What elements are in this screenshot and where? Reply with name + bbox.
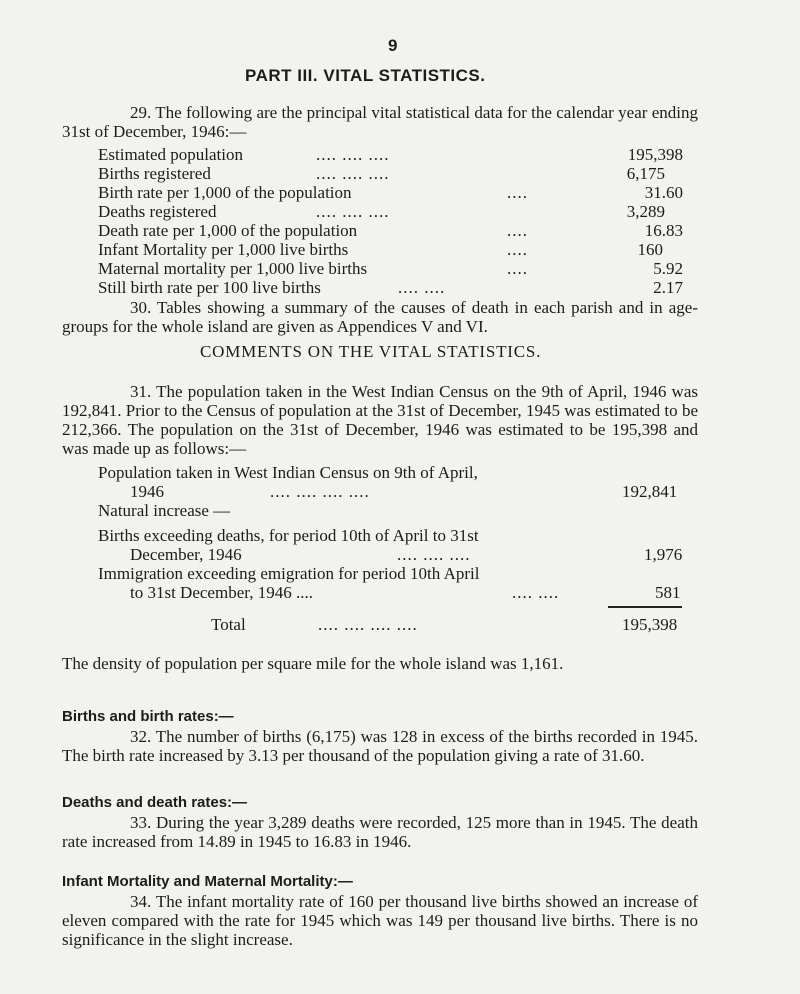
leader-dots: .... [507,221,528,240]
stat-label: Still birth rate per 100 live births [98,278,321,297]
stat-label: Death rate per 1,000 of the population [98,221,358,240]
stat-value: 5.92 [653,259,683,278]
immigration-label-2: to 31st December, 1946 .... [130,583,313,602]
births-excess-label-2: December, 1946 [130,545,242,564]
stat-row [98,278,698,297]
stat-row [98,145,698,164]
stat-label: Deaths registered [98,202,217,221]
total-rule [608,606,682,608]
para-34: 34. The infant mortality rate of 160 per thousand live births showed an increase of eleven compared with the rate for 1945 which was 149 per thousand live births. There is no significance in the slight increase. [62,892,698,949]
para-30: 30. Tables showing a summary of the causes of death in each parish and in age-groups for the whole island are given as Appendices V and VI. [62,298,698,336]
stat-value: 3,289 [626,202,665,221]
stat-row [98,259,698,278]
stat-label: Birth rate per 1,000 of the population [98,183,352,202]
stat-label: Maternal mortality per 1,000 live births [98,259,368,278]
part-title: PART III. VITAL STATISTICS. [245,66,486,85]
census-label-year: 1946 [130,482,164,501]
leader-dots: .... [507,259,528,278]
stat-label: Births registered [98,164,211,183]
para-32: 32. The number of births (6,175) was 128 in excess of the births recorded in 1945. The birth rate increased by 3.13 per thousand of the population giving a rate of 31.60. [62,727,698,765]
para-31: 31. The population taken in the West Indian Census on the 9th of April, 1946 was 192,841. Prior to the Census of population at the 31st of December, 1945 was estimated to be 212,366. The population on the 31st of December, 1946 was estimated to be 195,398 and was made up as follows:— [62,382,698,458]
immigration-value: 581 [655,583,681,602]
births-excess-value: 1,976 [644,545,683,564]
leader-dots: .... .... .... [316,202,390,221]
comments-heading: COMMENTS ON THE VITAL STATISTICS. [200,342,542,361]
stat-row [98,183,698,202]
stat-value: 31.60 [644,183,683,202]
density-text: The density of population per square mile for the whole island was 1,161. [62,654,564,673]
leader-dots: .... .... [512,583,560,602]
stat-value: 6,175 [626,164,665,183]
births-heading: Births and birth rates:— [62,708,234,725]
stat-label: Infant Mortality per 1,000 live births [98,240,349,259]
leader-dots: .... .... .... [316,145,390,164]
leader-dots: .... .... [398,278,446,297]
stat-row [98,221,698,240]
stat-value: 160 [637,240,663,259]
stat-value: 16.83 [644,221,683,240]
immigration-label: Immigration exceeding emigration for period 10th April [98,564,480,583]
census-value: 192,841 [622,482,678,501]
para-33: 33. During the year 3,289 deaths were recorded, 125 more than in 1945. The death rate increased from 14.89 in 1945 to 16.83 in 1946. [62,813,698,851]
natural-increase-label: Natural increase — [98,501,231,520]
leader-dots: .... .... .... .... [270,482,370,501]
infant-maternal-heading: Infant Mortality and Maternal Mortality:— [62,873,353,890]
stat-row [98,202,698,221]
census-label: Population taken in West Indian Census on 9th of April, [98,463,478,482]
deaths-heading: Deaths and death rates:— [62,794,248,811]
para-29-intro: 29. The following are the principal vital statistical data for the calendar year ending 31st of December, 1946:— [62,103,698,141]
stat-row [98,240,698,259]
page-number: 9 [388,36,398,55]
total-value: 195,398 [622,615,678,634]
stat-label: Estimated population [98,145,243,164]
leader-dots: .... [507,240,528,259]
total-label: Total [211,615,246,634]
stat-value: 2.17 [653,278,683,297]
leader-dots: .... .... .... .... [318,615,418,634]
births-excess-label: Births exceeding deaths, for period 10th of April to 31st [98,526,479,545]
leader-dots: .... .... .... [316,164,390,183]
leader-dots: .... .... .... [397,545,471,564]
stat-row [98,164,698,183]
leader-dots: .... [507,183,528,202]
stat-value: 195,398 [627,145,683,164]
